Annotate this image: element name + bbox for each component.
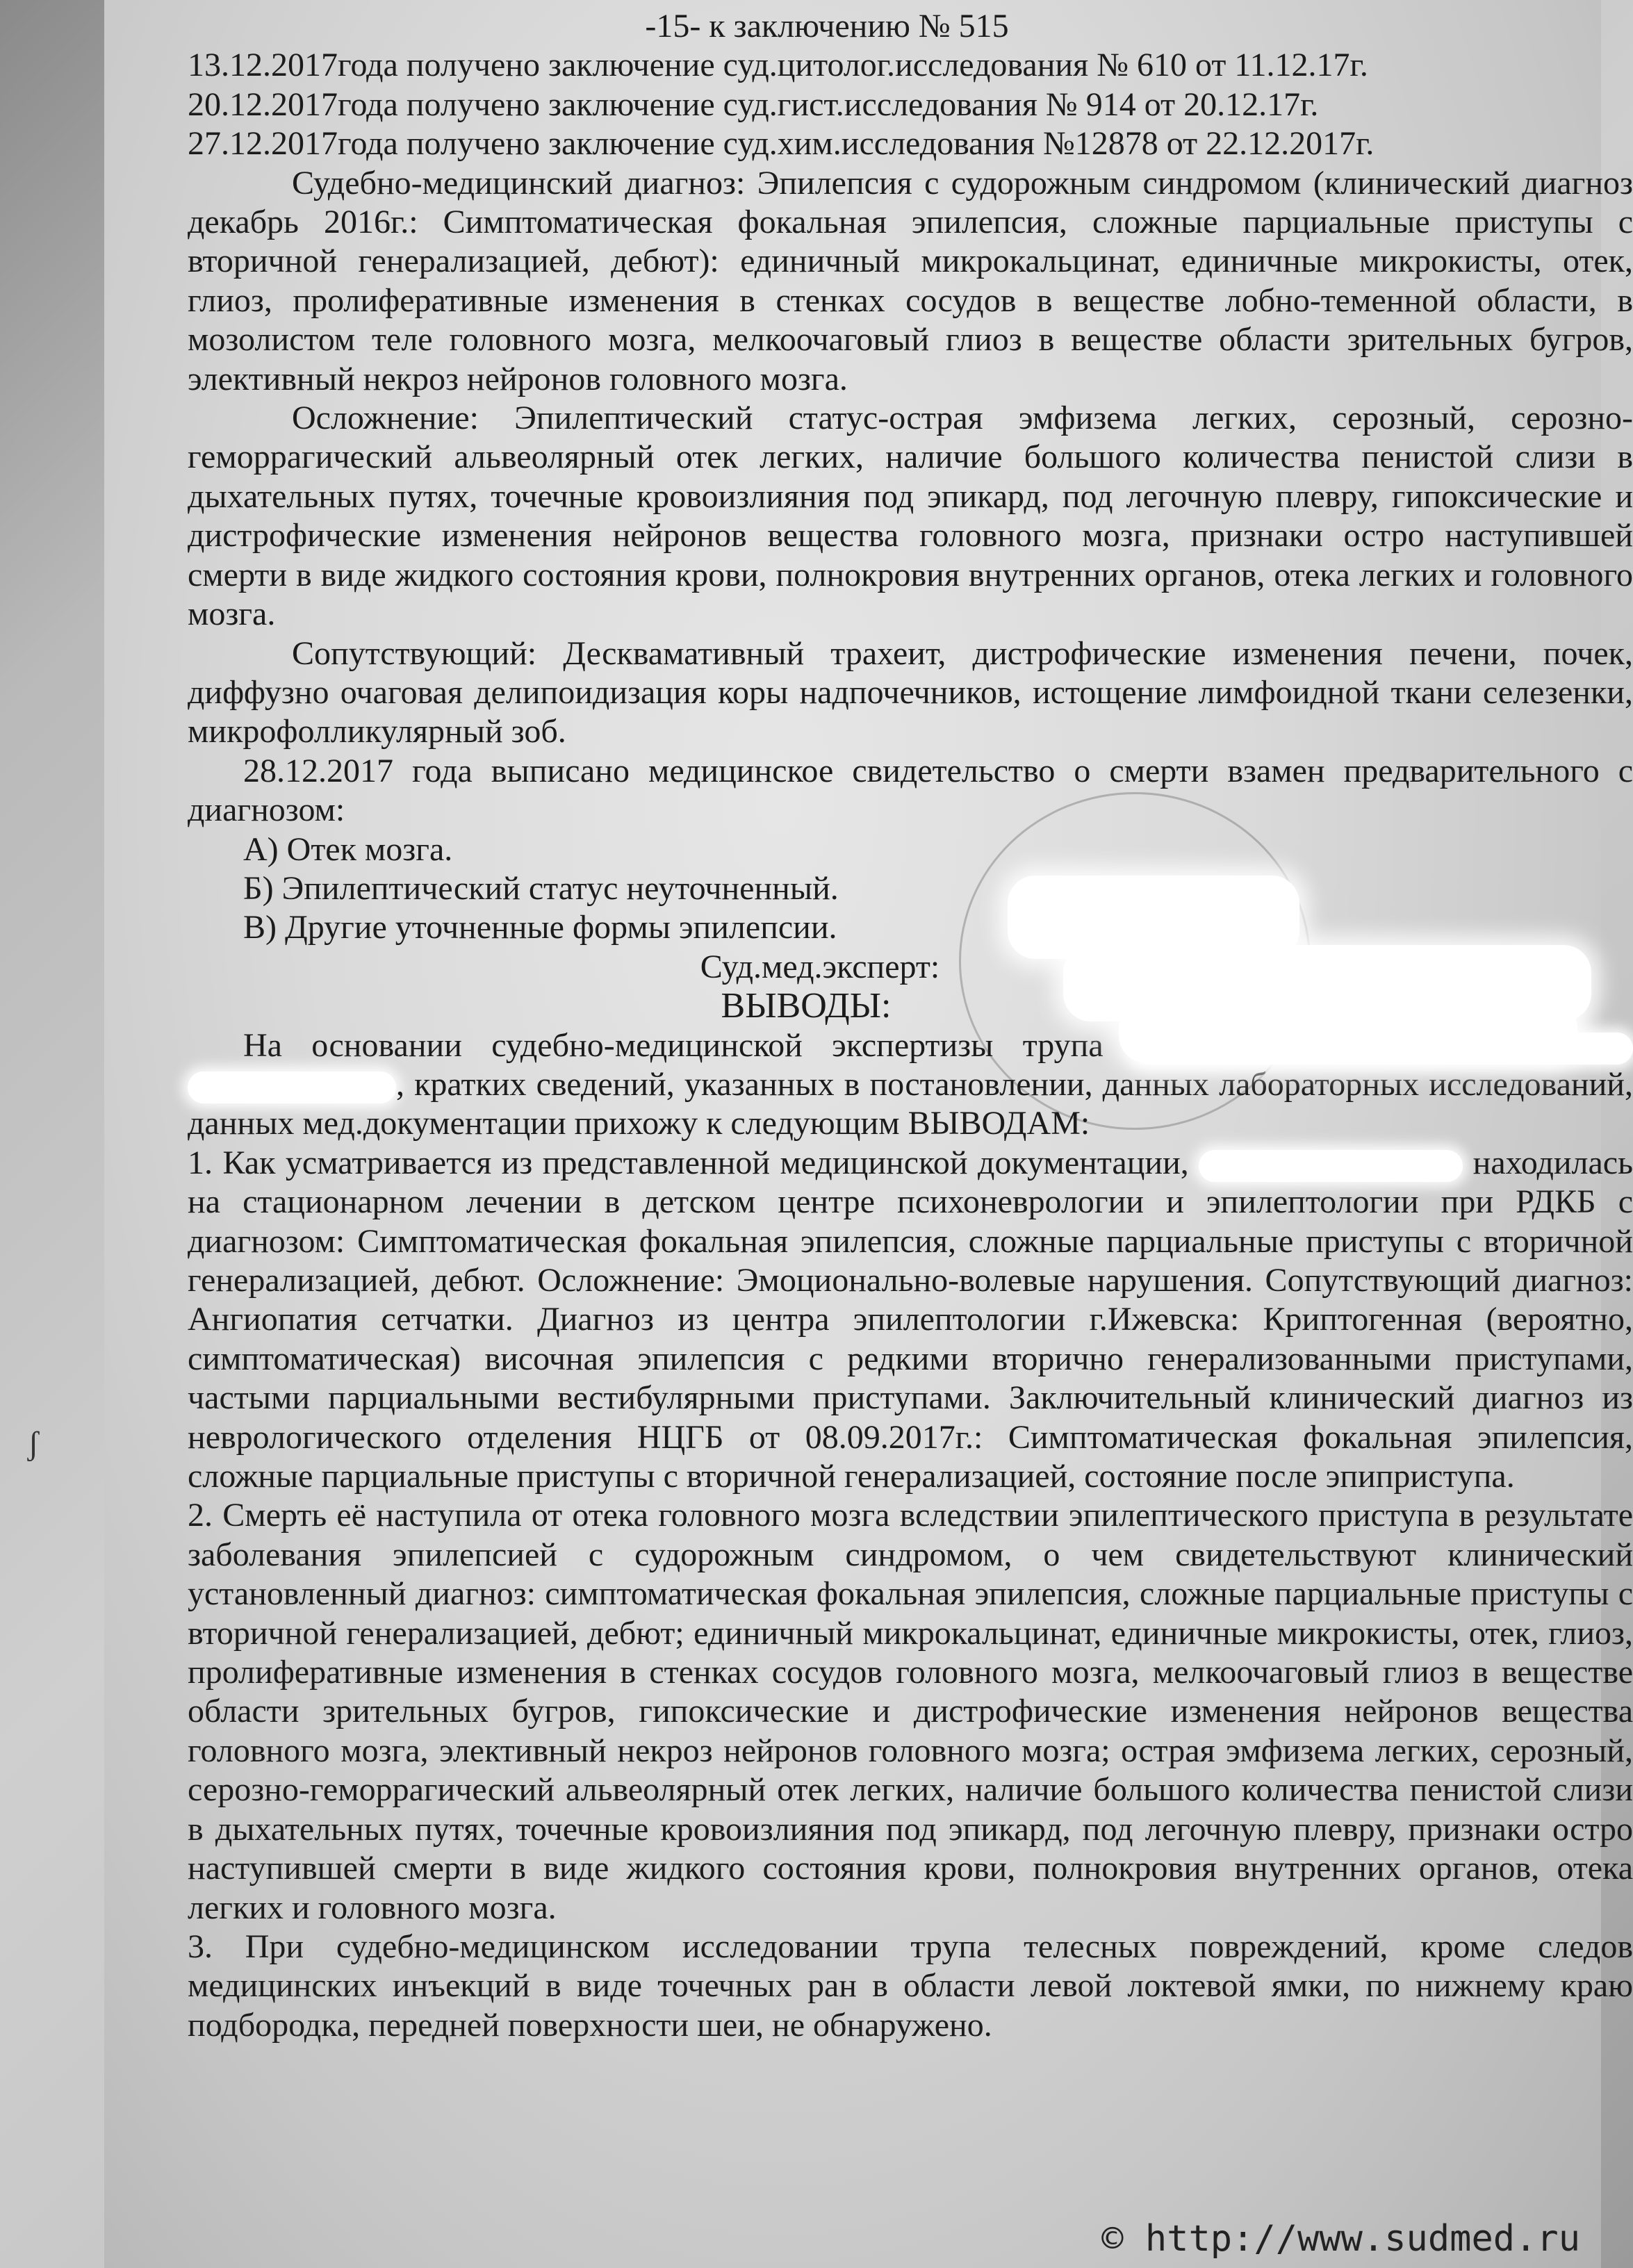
redaction [1119,1001,1577,1063]
certificate-item-c: В) Другие уточненные формы эпилепсии. [243,909,837,946]
conclusion-1 [188,1144,1633,1497]
page-header: -15- к заключению № 515 [645,8,1009,44]
expert-signature-label: Суд.мед.эксперт: [700,948,940,985]
watermark: © http://www.sudmed.ru [1101,2218,1580,2260]
conclusion-1-start: 1. Как усматривается из представленной медицинской документации, [188,1144,1189,1181]
complication: Осложнение: Эпилептический статус-острая эмфизема легких, серозный, серозно-геморрагический альвеолярный отек легких, наличие большого количества пенистой слизи в дыхательных путях, точечные кровоизлияния под эпикард, под легочную плевру, гипоксические и дистрофические изменения нейронов вещества головного мозга, признаки остро наступившей смерти в виде жидкого состояния крови, полнокровия внутренних органов, отека легких и головного мозга. [188,400,1633,633]
intro-start: На основании судебно-медицинской экспертизы трупа [243,1026,1103,1064]
receipt-line-3: 27.12.2017года получено заключение суд.хим.исследования №12878 от 22.12.2017г. [188,125,1374,163]
redaction [1199,1150,1463,1182]
concomitant: Сопутствующий: Десквамативный трахеит, дистрофические изменения печени, почек, диффузно очаговая делипоидизация коры надпочечников, истощение лимфоидной ткани селезенки, микрофолликулярный зоб. [188,634,1633,750]
conclusion-1-rest: находилась на стационарном лечении в детском центре психоневрологии и эпилептологии при РДКБ с диагнозом: Симптоматическая фокальная эпилепсия, сложные парциальные приступы с вторичной генерализацией, дебют. Осложнение: Эмоционально-волевые нарушения. Сопутствующий диагноз: Ангиопатия сетчатки. Диагноз из центра эпилептологии г.Ижевска: Криптогенная (вероятно, симптоматическая) височная эпилепсия с редкими вторично генерализованными приступами, частыми парциальными вестибулярными приступами. Заключительный клинический диагноз из неврологического отделения НЦГБ от 08.09.2017г.: Симптоматическая фокальная эпилепсия, сложные парциальные приступы с вторичной генерализацией, состояние после эпиприступа. [188,1144,1633,1495]
conclusion-2: 2. Смерть её наступила от отека головного мозга вследствии эпилептического приступа в результате заболевания эпилепсией с судорожным синдромом, о чем свидетельствуют клинический установленный диагноз: симптоматическая фокальная эпилепсия, сложные парциальные приступы с вторичной генерализацией, дебют; единичный микрокальцинат, единичные микрокисты, отек, глиоз, пролиферативные изменения в стенках сосудов головного мозга, мелкоочаговый глиоз в веществе области зрительных бугров, гипоксические и дистрофические изменения нейронов вещества головного мозга, элективный некроз нейронов головного мозга; острая эмфизема легких, серозный, серозно-геморрагический альвеолярный отек легких, наличие большого количества пенистой слизи в дыхательных путях, точечные кровоизлияния под эпикард, под легочную плевру, признаки остро наступившей смерти в виде жидкого состояния крови, полнокровия внутренних органов, отека легких и головного мозга. [188,1497,1633,1926]
margin-mark: ʃ [28,1425,39,1462]
certificate-item-b: Б) Эпилептический статус неуточненный. [243,869,839,907]
receipt-line-2: 20.12.2017года получено заключение суд.гист.исследования № 914 от 20.12.17г. [188,85,1319,123]
document-sheet [104,0,1633,2268]
conclusion-3: 3. При судебно-медицинском исследовании трупа телесных повреждений, кроме следов медицинских инъекций в виде точечных ран в области левой локтевой ямки, по нижнему краю подбородка, передней поверхности шеи, не обнаружено. [188,1928,1633,2044]
death-certificate: 28.12.2017 года выписано медицинское свидетельство о смерти взамен предварительного с диагнозом: [188,752,1633,829]
forensic-diagnosis: Судебно-медицинский диагноз: Эпилепсия с судорожным синдромом (клинический диагноз декабрь 2016г.: Симптоматическая фокальная эпилепсия, сложные парциальные приступы с вторичной генерализацией, дебют): единичный микрокальцинат, единичные микрокисты, отек, глиоз, пролиферативные изменения в стенках сосудов в веществе лобно-теменной области, в мозолистом теле головного мозга, мелкоочаговый глиоз в веществе области зрительных бугров, элективный некроз нейронов головного мозга. [188,164,1633,397]
certificate-item-a: А) Отек мозга. [243,830,453,868]
conclusions-title: ВЫВОДЫ: [721,986,892,1026]
redaction [188,1071,396,1103]
intro-rest: , кратких сведений, указанных в постановлении, данных лабораторных исследований, данных мед.документации прихожу к следующим ВЫВОДАМ: [188,1065,1633,1142]
receipt-line-1: 13.12.2017года получено заключение суд.цитолог.исследования № 610 от 11.12.17г. [188,47,1368,84]
